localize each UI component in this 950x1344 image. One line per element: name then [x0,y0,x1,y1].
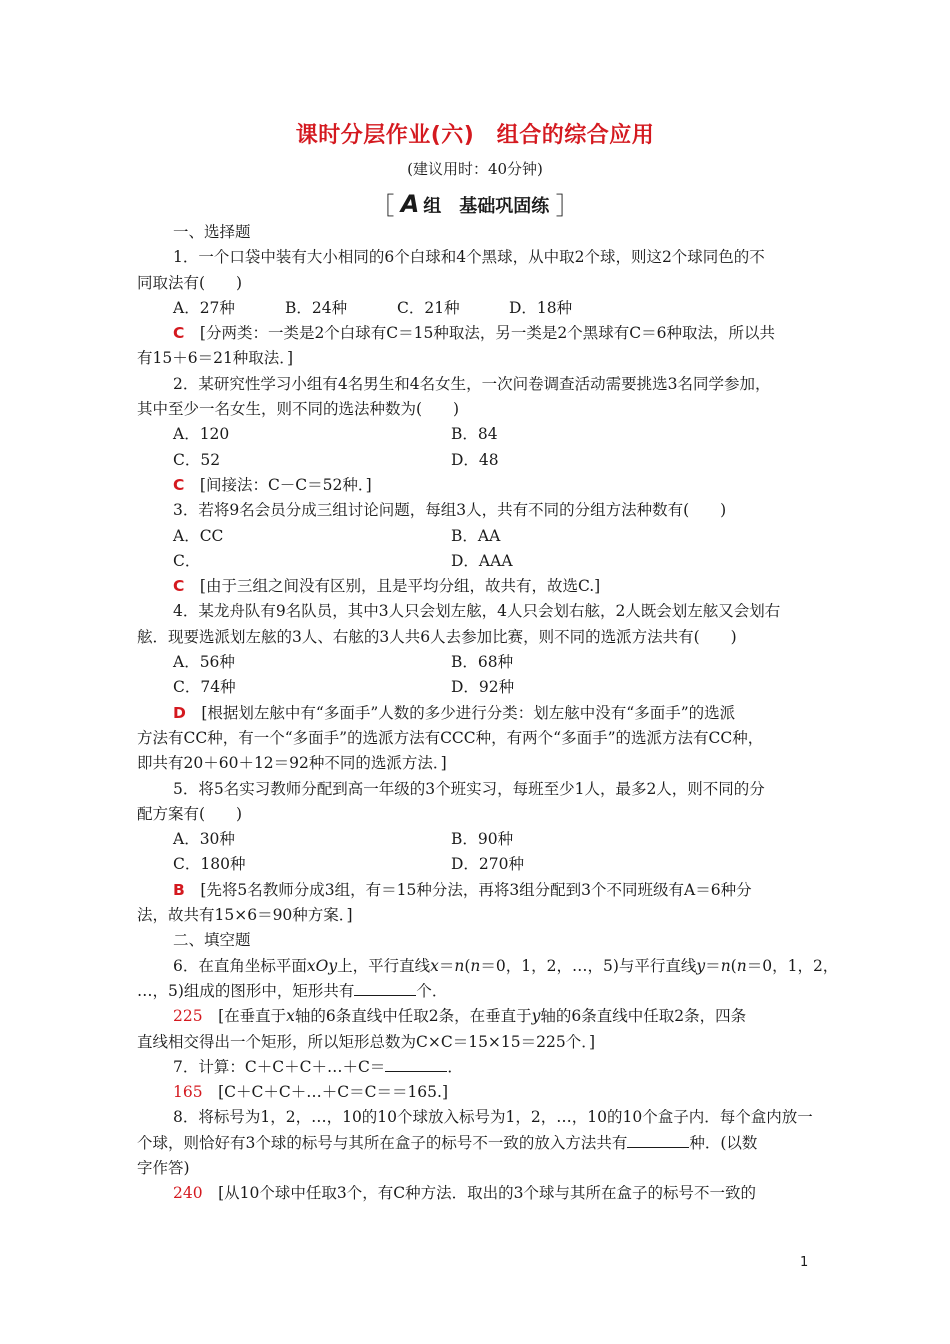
answer-explanation: 240 [从10个球中任取3个，有C种方法．取出的3个球与其所在盒子的标号不一致的 [173,1184,756,1203]
question-stem: 8．将标号为1，2，…，10的10个球放入标号为1，2，…，10的10个盒子内．每个盒内放一 [173,1108,813,1127]
answer-explanation: 直线相交得出一个矩形，所以矩形总数为C×C＝15×15＝225个．] [137,1032,596,1051]
question-list [137,220,839,1207]
answer-explanation: 方法有CC种，有一个“多面手”的选派方法有CCC种，有两个“多面手”的选派方法有CC种， [137,728,764,747]
option-row [137,650,817,675]
answer-explanation: C [由于三组之间没有区别，且是平均分组，故共有，故选C.] [173,577,601,596]
option-row [137,827,817,852]
option: D．92种 [451,678,515,697]
answer-explanation: B [先将5名教师分成3组，有＝15种分法，再将3组分配到3个不同班级有A＝6种分 [173,880,752,899]
answer-blank [385,1057,447,1072]
answer-explanation: 165 [C＋C＋C＋…＋C＝C＝＝165.] [173,1083,448,1102]
answer-key: C [173,577,185,596]
answer-explanation: 法，故共有15×6＝90种方案．] [137,906,353,925]
question-stem: 个球，则恰好有3个球的标号与其所在盒子的标号不一致的放入方法共有 种．(以数 [137,1133,758,1152]
option: A．27种 [173,298,235,317]
option: B．AA [451,526,501,545]
group-header: ［ A 组 基础巩固练 ］ [370,190,580,220]
section-heading: 二、填空题 [173,931,251,950]
section-heading: 一、选择题 [173,223,251,241]
option: A．56种 [173,653,235,672]
question-stem: 3．若将9名会员分成三组讨论问题，每组3人，共有不同的分组方法种数有( ) [173,501,727,520]
answer-key: 165 [173,1083,203,1102]
answer-blank [627,1133,689,1148]
answer-explanation: 225 [在垂直于x轴的6条直线中任取2条，在垂直于y轴的6条直线中任取2条，四条 [173,1007,747,1026]
answer-explanation: C [分两类：一类是2个白球有C＝15种取法，另一类是2个黑球有C＝6种取法，所以共 [173,324,775,343]
question-stem: 5．将5名实习教师分配到高一年级的3个班实习，每班至少1人，最多2人，则不同的分 [173,779,765,798]
question-stem: 7．计算：C＋C＋C＋…＋C＝ ． [173,1057,463,1076]
question-stem: 6．在直角坐标平面xOy上，平行直线x＝n(n＝0，1，2，…，5)与平行直线y＝n(n＝0，1，2， [173,956,839,975]
option: B．68种 [451,653,514,672]
answer-explanation: C [间接法：C－C＝52种．] [173,475,372,494]
time-hint: (建议用时：40分钟) [407,160,543,178]
answer-key: D [173,703,186,722]
option-row [137,422,817,447]
group-badge: A [400,190,420,218]
page-title: 课时分层作业(六) 组合的综合应用 [295,123,655,148]
option: B．24种 [285,298,348,317]
option: D．AAA [451,551,513,570]
option: C．52 [173,450,221,469]
option: B．84 [451,425,498,444]
question-stem: 其中至少一名女生，则不同的选法种数为( ) [137,400,460,419]
question-stem: …，5)组成的图形中，矩形共有 个． [137,981,448,1000]
option: D．18种 [509,298,573,317]
option: A．120 [173,425,230,444]
question-stem: 字作答) [137,1158,190,1177]
answer-explanation: 有15＋6＝21种取法．] [137,349,294,368]
answer-key: C [173,324,185,343]
option: C．74种 [173,678,236,697]
option-row [137,675,817,700]
answer-explanation: D [根据划左舷中有“多面手”人数的多少进行分类：划左舷中没有“多面手”的选派 [173,703,736,722]
answer-key: B [173,880,185,899]
option-row [137,448,817,473]
option: A．30种 [173,830,235,849]
option: C．180种 [173,855,246,874]
question-stem: 1．一个口袋中装有大小相同的6个白球和4个黑球，从中取2个球，则这2个球同色的不 [173,248,765,267]
option-row [137,549,817,574]
option: B．90种 [451,830,514,849]
option: C． [173,551,201,570]
page-number: 1 [800,1255,809,1270]
question-stem: 2．某研究性学习小组有4名男生和4名女生，一次问卷调查活动需要挑选3名同学参加， [173,374,771,393]
question-stem: 同取法有( ) [137,273,243,292]
option: C．21种 [397,298,460,317]
answer-key: 240 [173,1184,203,1203]
option: D．48 [451,450,499,469]
group-label: 组 基础巩固练 [423,196,550,217]
option-row [137,296,817,321]
option-row [137,524,817,549]
question-stem: 配方案有( ) [137,804,243,823]
option: A．CC [173,526,224,545]
answer-key: C [173,475,185,494]
question-stem: 4．某龙舟队有9名队员，其中3人只会划左舷，4人只会划右舷，2人既会划左舷又会划右 [173,602,781,621]
option: D．270种 [451,855,525,874]
option-row [137,852,817,877]
answer-key: 225 [173,1007,203,1026]
question-stem: 舷．现要选派划左舷的3人、右舷的3人共6人去参加比赛，则不同的选派方法共有( ) [137,627,737,646]
answer-blank [354,981,416,996]
answer-explanation: 即共有20＋60＋12＝92种不同的选派方法．] [137,754,447,773]
